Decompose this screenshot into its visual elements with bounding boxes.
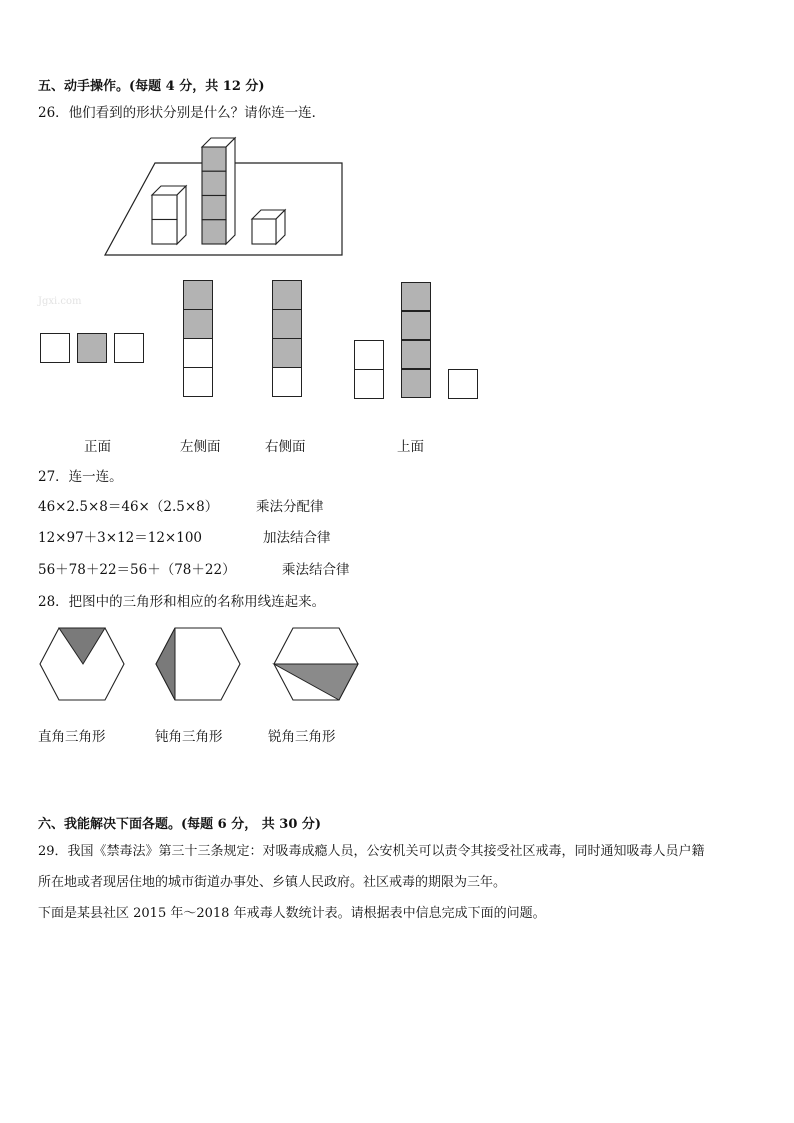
view-label-front: 正面 — [84, 439, 111, 455]
hexagon-triangle-2 — [154, 626, 244, 702]
hexagon-triangle-1 — [38, 626, 128, 702]
question-29-line-2: 所在地或者现居住地的城市街道办事处、乡镇人民政府。社区戒毒的期限为三年。 — [38, 875, 507, 890]
law-2: 加法结合律 — [263, 530, 331, 546]
middle-cube-column — [202, 138, 235, 244]
view-label-right: 右侧面 — [265, 439, 306, 455]
section-heading: 五、动手操作。(每题 4 分，共 12 分) — [38, 79, 265, 94]
expression-3: 56＋78＋22＝56＋（78＋22） — [38, 562, 236, 578]
triangle-name-acute: 锐角三角形 — [268, 729, 336, 745]
law-3: 乘法结合律 — [282, 562, 350, 578]
expression-2: 12×97＋3×12＝12×100 — [38, 530, 203, 546]
view-label-left: 左侧面 — [180, 439, 221, 455]
section-heading: 六、我能解决下面各题。(每题 6 分， 共 30 分) — [38, 817, 322, 832]
triangle-name-right: 直角三角形 — [38, 729, 106, 745]
question-28-text: 28．把图中的三角形和相应的名称用线连起来。 — [38, 594, 326, 610]
law-1: 乘法分配律 — [256, 499, 324, 515]
view-label-top: 上面 — [397, 439, 424, 455]
triangle-name-obtuse: 钝角三角形 — [155, 729, 223, 745]
question-29-line-3: 下面是某县社区 2015 年～2018 年戒毒人数统计表。请根据表中信息完成下面的问题。 — [38, 906, 546, 921]
hexagon-triangle-3 — [272, 626, 362, 702]
left-cube-column — [152, 186, 186, 244]
right-single-cube — [252, 210, 285, 244]
question-26-text: 26．他们看到的形状分别是什么？请你连一连． — [38, 105, 326, 121]
question-29-line-1: 29．我国《禁毒法》第三十三条规定：对吸毒成瘾人员，公安机关可以责令其接受社区戒毒，同时通知吸毒人员户籍 — [38, 844, 705, 859]
question-27-text: 27．连一连。 — [38, 469, 123, 485]
cube-stack-figure — [100, 132, 350, 262]
expression-1: 46×2.5×8＝46×（2.5×8） — [38, 499, 219, 515]
watermark: Jgxi.com — [38, 296, 82, 307]
